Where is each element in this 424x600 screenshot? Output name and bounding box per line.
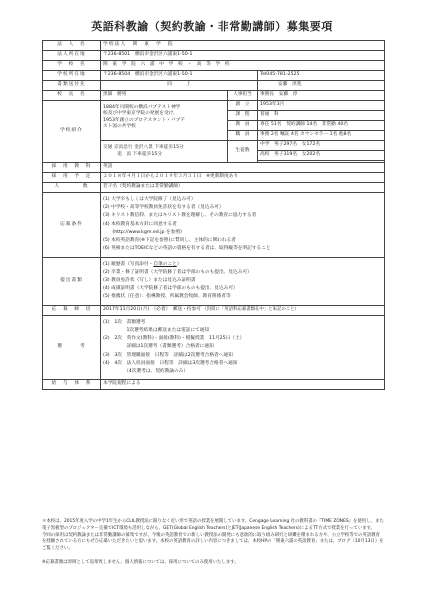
document-item-close: ） (176, 261, 182, 267)
hr-label: 人事担当 (228, 91, 258, 101)
deadline-value (101, 305, 385, 315)
period-value: ２０１８年４月１日から２０１９年３月３１日 ※更新制度あり (101, 173, 385, 183)
documents-list (101, 257, 385, 305)
selection-item: （4次選考は、契約教論のみ） (103, 368, 189, 374)
footer-paragraph: ＊本校は、2015年度入学の中学1年生からCLIL教授法に限りなく近い形で英語の授業を展開しています。Cengage Learning 社の教科書の『TIME ZONES』を使用し、また電子黒板型のプロジェクター完備でICT環境も活用しながら、GET(Global English Teachers)とJET(Japanese English Teachers)によるTT方式で授業を行っています。 (42, 519, 384, 531)
intro-line: スト図の共学校 (103, 124, 136, 130)
intro-line: 1953年創立のプロテスタント・バプテ (103, 117, 186, 123)
school-name-value: 関 東 学 院 六 浦 中 学 校 ・ 高 等 学 校 (101, 61, 385, 71)
subject-label: 採 用 教 科 (43, 163, 101, 173)
access-route: 京浜急行 金沢八景 下車徒歩15分 (113, 145, 184, 151)
send-to-contact: 安藤 淳苑 (258, 81, 385, 91)
condition-item: (2) 中学校・高等学校教員免許状を有する者（見込み可） (103, 205, 224, 211)
handwritten-note: 自筆のこと (153, 261, 177, 267)
condition-item: (3) キリスト教信仰、またはキリスト教を理解し、その教育に協力する者 (103, 213, 257, 219)
conditions-list (101, 193, 385, 258)
corp-name-label: 法 人 名 (43, 41, 101, 51)
intro-line: 1884年川開校の横浜バプテスト神学 (103, 105, 181, 110)
founded-label: 創 立 (228, 101, 258, 111)
condition-item: (1) 大学卒もしくは大学院修了（見込み可） (103, 197, 196, 202)
documents-label: 提出書類 (43, 257, 101, 305)
count-label: 人 数 (43, 183, 101, 193)
document-item: (2) 卒業・修了証明書（大学院修了者は学部のものも提出、見込み可） (103, 269, 252, 275)
condition-item: (4) 本校教育基本方針に同意する者 (103, 221, 177, 227)
footer-paragraph: 今回の採用は契約教論または非常勤講師の募集ですが、今後の英語教育での新しい教授法の開発にも意欲的に取り組み研究と研鑽を積まれる方や、公立学校等での英語教育を経験されている方にもぜひ応募いただきたいと思います。本校の英語教育の詳しい内容につきましては、本校HPの「関東六浦の英語教育」または、ブログ（10月13日）をご覧ください。 (42, 532, 384, 552)
corp-name-value: 学校法人 関 東 学 院 (101, 41, 385, 51)
school-address-label: 学校所在地 (43, 71, 101, 81)
staff-value: 事務 2名 嘱託 4名 カウンセラー 1名 他8名 (258, 131, 385, 141)
school-name-label: 学 校 名 (43, 61, 101, 71)
principal-value: 黒畑 勝男 (101, 91, 228, 101)
selection-label: 選 考 (43, 315, 101, 380)
document-item: (5) 推薦状（任意）：指導教授、所属教会牧師、教育関係者等 (103, 294, 231, 300)
students-high-school: 高校 男子319名 女202名 (258, 151, 385, 161)
students-junior-high: 中学 男子297名 女172名 (258, 141, 385, 151)
condition-item: (5) 本校英語教育(※下記を参照)に賛同し、主体的に関われる者 (103, 238, 236, 244)
deadline-label: 応 募 締 切 (43, 305, 101, 315)
principal-label: 校 長 名 (43, 91, 101, 101)
students-label: 生徒数 (228, 141, 258, 163)
selection-list (101, 315, 385, 380)
selection-item: (1) 1次 書類選考 (103, 319, 146, 325)
document-item: (3) 教員免許状（写し）または見込み証明書 (103, 277, 196, 283)
access-info (101, 141, 228, 163)
document-item-text: (1) 履歴書（写真添付・ (103, 261, 154, 267)
footer-privacy-note: ※応募書類は原則として返却致しません。個人情報については、採用についてのみ使用いたします。 (42, 560, 239, 566)
teachers-value: 専任 51名 契約講師 14名 非常勤 40名 (258, 121, 385, 131)
selection-item: (3) 3次 管理職面接 日程等 詳細は2次選考合格者へ通知 (103, 352, 233, 358)
document-item (103, 261, 382, 269)
school-phone: Tel045-781-2525 (258, 71, 385, 81)
teachers-label: 教 員 (228, 121, 258, 131)
deadline-note: （封筒に「英語科応募書類在中」と朱記のこと） (202, 306, 299, 312)
access-label: 交通 (103, 145, 113, 151)
footer-notes (42, 519, 384, 567)
send-to-label: 書類送付先 (43, 81, 101, 91)
access-line-2: 追 浜 下車徒歩15分 (103, 151, 163, 157)
selection-item: (2) 2次 英作文(教科)・面接(教科)・模擬授業 11月25日（土） (103, 336, 245, 342)
document-item: (4) 成績証明書（大学院修了者は学部のものも提出、見込み可） (103, 286, 238, 292)
condition-item: (6) 英検またはTOEICなどの英語の資格を有する者は、取得級等を明記すること (103, 246, 271, 252)
send-to-value: 同 上 (101, 81, 258, 91)
school-intro-text (101, 101, 228, 141)
deadline-date: 2017年11月20日(月) （必着） 郵送・持参可 (103, 306, 201, 312)
salary-value: 本学院規程による (101, 380, 385, 390)
staff-label: 職 員 (228, 131, 258, 141)
intro-line: 校及び中学東京学院の発展を受け、 (103, 111, 178, 117)
period-label: 採 用 予 定 (43, 173, 101, 183)
count-value: 若干名（契約教論または非常勤講師） (101, 183, 385, 193)
selection-item: 1次選考結果は郵送または電話にて通知 (103, 327, 210, 333)
corp-address-value: 〒236-8501 横浜市金沢区六浦東1-50-1 (101, 51, 385, 61)
selection-item: (4) 4次 法人役員面接 日程等 詳細は3次選考合格者へ通知 (103, 360, 238, 366)
recruitment-table (42, 40, 385, 390)
course-value: 普通 科 (258, 111, 385, 121)
corp-address-label: 法人所在地 (43, 51, 101, 61)
conditions-label: 応募条件 (43, 193, 101, 258)
selection-item: 詳細は1次選考（書類選考）合格者に通知 (103, 344, 214, 350)
hr-value: 事務長 安藤 淳 (258, 91, 385, 101)
subject-value: 英語 (101, 163, 385, 173)
school-intro-label: 学校紹介 (43, 101, 101, 163)
school-address-value: 〒236-8504 横浜市金沢区六浦東1-50-1 (101, 71, 258, 81)
salary-label: 給 与 体 系 (43, 380, 101, 390)
founded-value: 1953年3月 (258, 101, 385, 111)
condition-url: (http://www.kgm.ed.jp を参照) (103, 229, 182, 235)
course-label: 課 程 (228, 111, 258, 121)
page-title: 英語科教諭（契約教諭・非常勤講師）募集要項 (91, 20, 333, 33)
